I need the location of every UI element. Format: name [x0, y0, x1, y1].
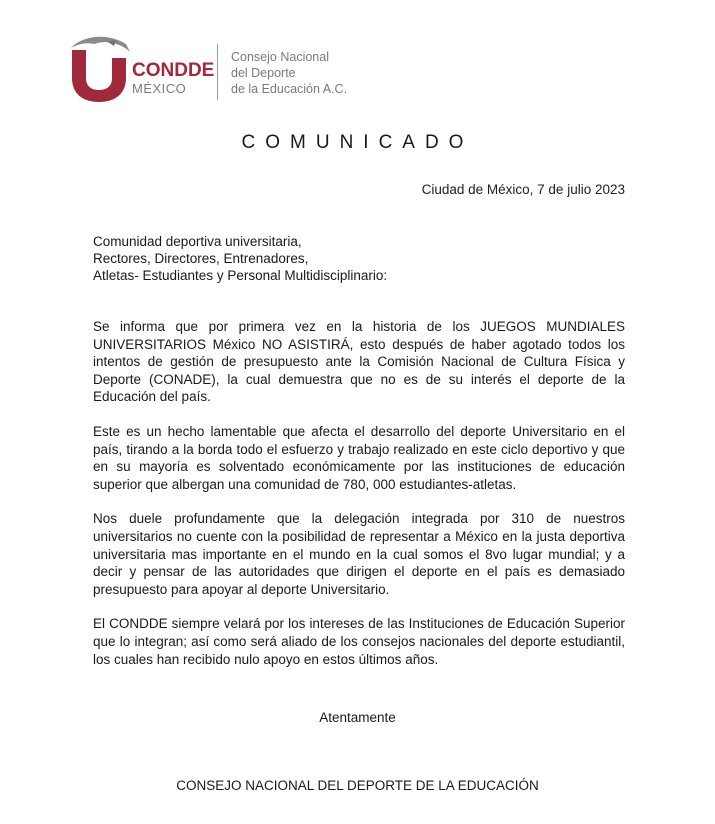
salutation-line: Atletas- Estudiantes y Personal Multidisciplinario:	[93, 268, 388, 283]
body-paragraph: Se informa que por primera vez en la historia de los JUEGOS MUNDIALES UNIVERSITARIOS México NO ASISTIRÁ, esto después de haber agotado todos los intentos de gestión de presupuesto ante la Comisión Nacional de Cultura Física y Deporte (CONADE), la cual demuestra que no es de su interés el deporte de la Educación del país.	[93, 319, 625, 405]
salutation	[93, 233, 387, 284]
logo-divider	[217, 44, 218, 100]
condde-u-eagle-logo-icon	[68, 30, 130, 104]
org-line: de la Educación A.C.	[231, 82, 348, 96]
body-paragraph: Este es un hecho lamentable que afecta el desarrollo del deporte Universitario en el país, tirando a la borda todo el esfuerzo y trabajo realizado en este ciclo deportivo y que en su mayoría es solventado económicamente por las instituciones de educación superior que albergan una comunidad de 780, 000 estudiantes-atletas.	[93, 423, 625, 492]
org-line: del Deporte	[231, 66, 296, 80]
place-date: Ciudad de México, 7 de julio 2023	[421, 182, 625, 197]
closing: Atentamente	[319, 710, 396, 725]
salutation-line: Rectores, Directores, Entrenadores,	[93, 251, 309, 266]
document-title: COMUNICADO	[241, 132, 474, 153]
org-name	[231, 49, 347, 97]
body-paragraph: Nos duele profundamente que la delegación integrada por 310 de nuestros universitarios no cuente con la posibilidad de representar a México en la justa deportiva universitaria mas importante en el mundo en la cual somos el 8vo lugar mundial; y a decir y pensar de las autoridades que dirigen el deporte en el país es demasiado presupuesto para apoyar al deporte Universitario.	[93, 511, 625, 597]
body-paragraph: El CONDDE siempre velará por los intereses de las Instituciones de Educación Superior que lo integran; así como será aliado de los consejos nacionales del deporte estudiantil, los cuales han recibido nulo apoyo en estos últimos años.	[93, 616, 625, 667]
salutation-line: Comunidad deportiva universitaria,	[93, 234, 302, 249]
body-text	[93, 318, 625, 685]
signature: CONSEJO NACIONAL DEL DEPORTE DE LA EDUCACIÓN	[176, 778, 539, 793]
brand-name: CONDDE	[132, 60, 215, 81]
org-line: Consejo Nacional	[231, 50, 329, 64]
header-logo	[68, 30, 368, 106]
brand-country: MÉXICO	[132, 81, 187, 96]
